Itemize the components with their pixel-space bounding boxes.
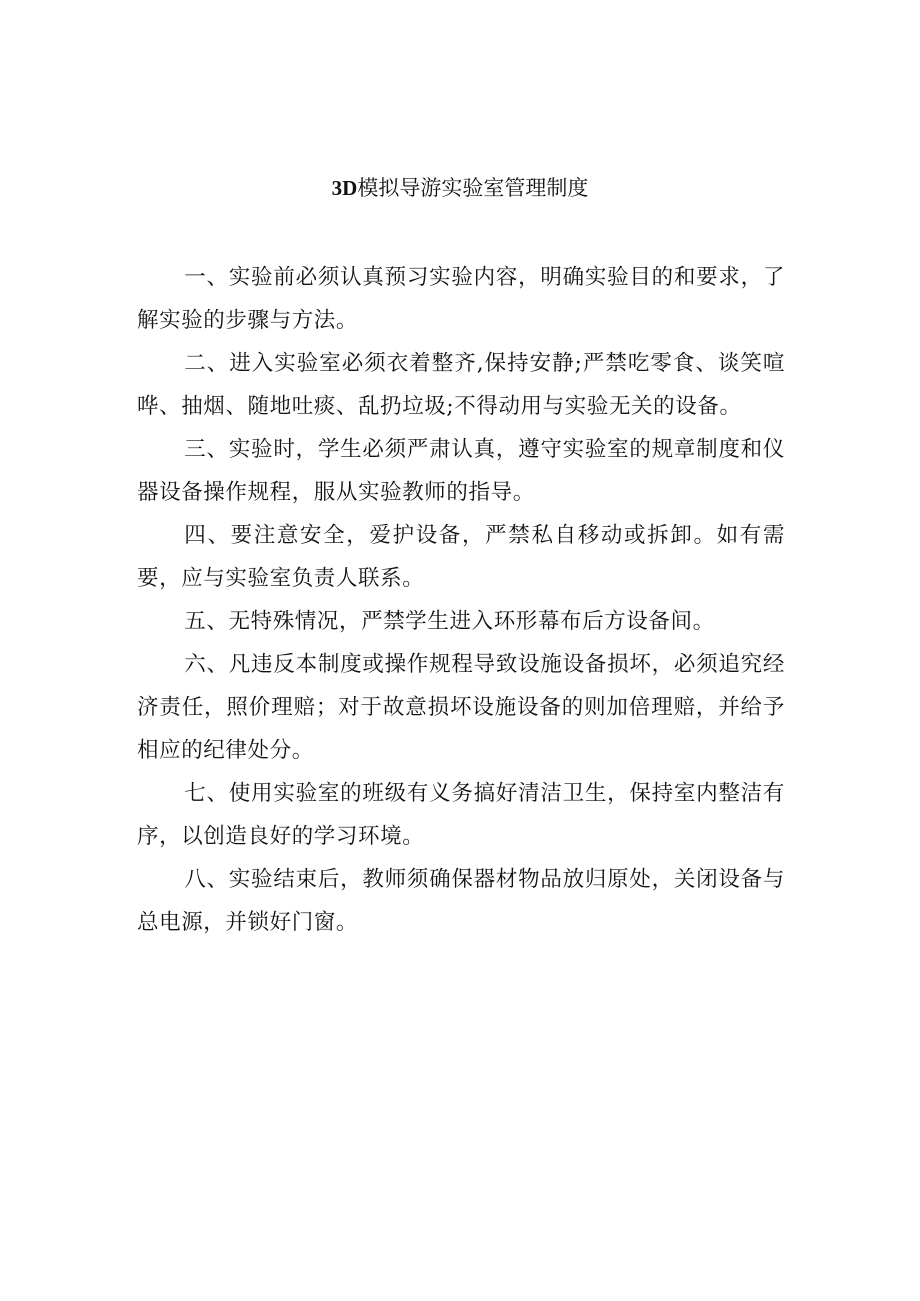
document-title-text: 模拟导游实验室管理制度 <box>357 176 589 200</box>
document-title <box>0 170 920 206</box>
rule-paragraph-8: 八、实验结束后，教师须确保器材物品放归原处，关闭设备与总电源，并锁好门窗。 <box>137 867 785 935</box>
rule-paragraph-1: 一、实验前必须认真预习实验内容，明确实验目的和要求，了解实验的步骤与方法。 <box>137 265 785 333</box>
rule-paragraph-3: 三、实验时，学生必须严肃认真，遵守实验室的规章制度和仪器设备操作规程，服从实验教师的指导。 <box>137 437 785 505</box>
rules-list <box>137 256 785 944</box>
rule-paragraph-4: 四、要注意安全，爱护设备，严禁私自移动或拆卸。如有需要，应与实验室负责人联系。 <box>137 523 785 591</box>
rule-paragraph-5: 五、无特殊情况，严禁学生进入环形幕布后方设备间。 <box>184 609 715 634</box>
document-title-latin: 3D <box>331 176 358 200</box>
rule-paragraph-7: 七、使用实验室的班级有义务搞好清洁卫生，保持室内整洁有序，以创造良好的学习环境。 <box>137 781 785 849</box>
rule-paragraph-2: 二、进入实验室必须衣着整齐,保持安静;严禁吃零食、谈笑喧哗、抽烟、随地吐痰、乱扔垃圾;不得动用与实验无关的设备。 <box>137 351 785 419</box>
rule-paragraph-6: 六、凡违反本制度或操作规程导致设施设备损坏，必须追究经济责任，照价理赔；对于故意损坏设施设备的则加倍理赔，并给予相应的纪律处分。 <box>137 652 785 763</box>
